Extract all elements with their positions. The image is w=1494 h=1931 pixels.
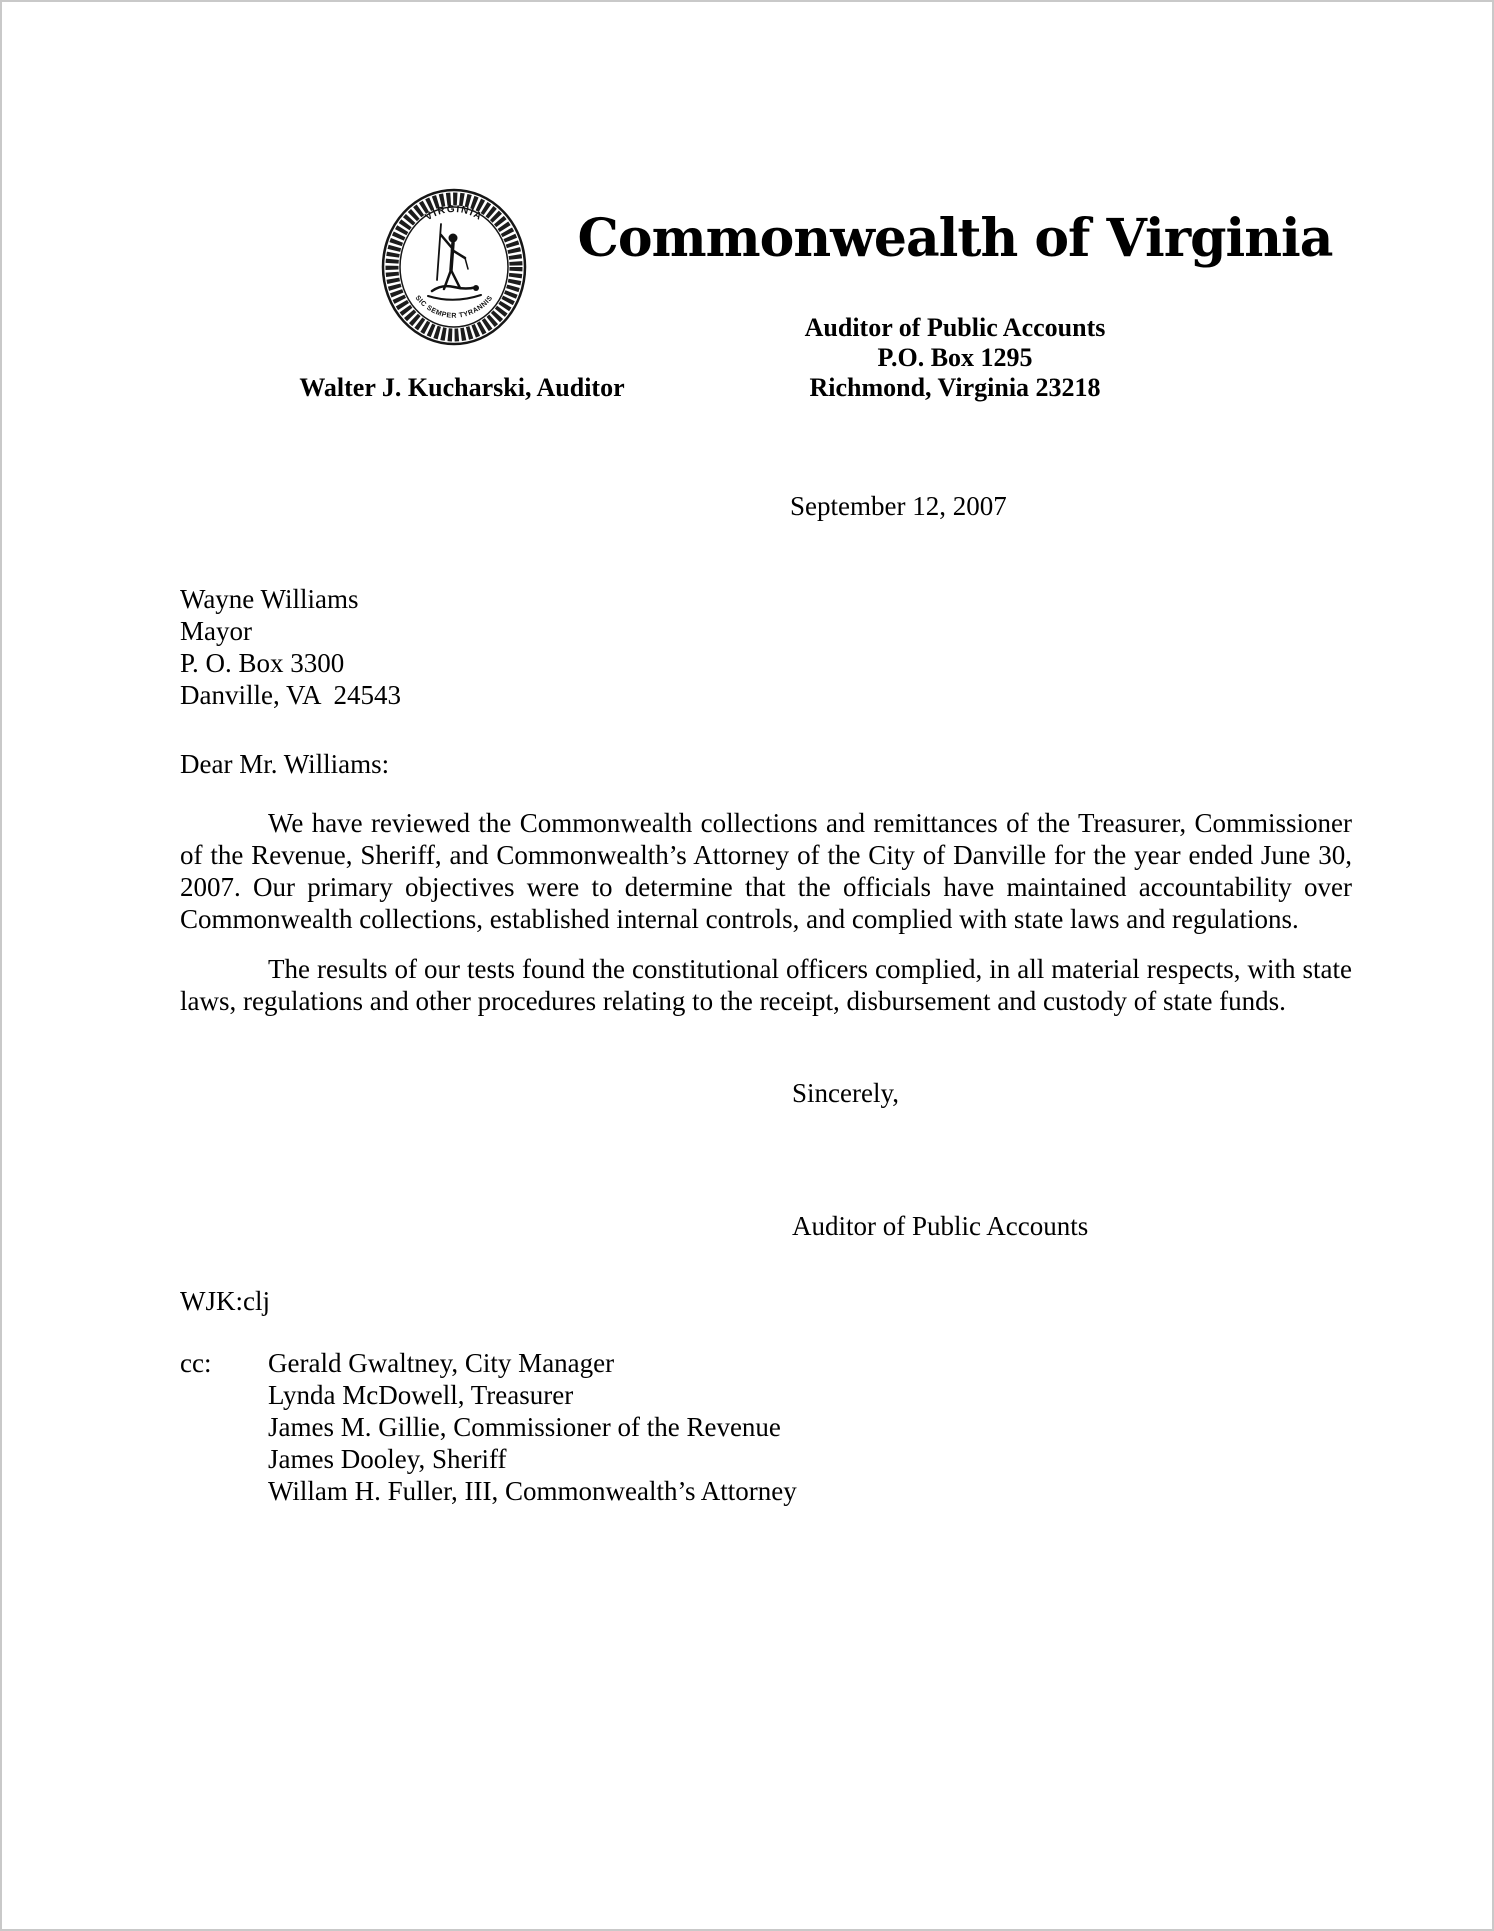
cc-label: cc: bbox=[180, 1348, 212, 1378]
cc-name: Lynda McDowell, Treasurer bbox=[268, 1380, 574, 1410]
seal-bottom-text: SIC SEMPER TYRANNIS bbox=[413, 294, 495, 320]
letterhead-title: Commonwealth of Virginia bbox=[577, 208, 1333, 269]
cc-names bbox=[268, 1347, 797, 1507]
auditor-name: Walter J. Kucharski, Auditor bbox=[299, 373, 625, 402]
body-paragraph-2: The results of our tests found the constitutional officers complied, in all material respects, with state laws, regulations and other procedures relating to the receipt, disbursement and custody of state funds. bbox=[180, 954, 1352, 1016]
seal-top-text: VIRGINIA bbox=[423, 203, 485, 224]
reference-initials: WJK:clj bbox=[180, 1286, 270, 1316]
recipient-name: Wayne Williams bbox=[180, 584, 359, 614]
office-city: Richmond, Virginia 23218 bbox=[809, 373, 1101, 402]
cc-name: Willam H. Fuller, III, Commonwealth’s Attorney bbox=[268, 1476, 797, 1506]
office-po-box: P.O. Box 1295 bbox=[877, 343, 1033, 372]
salutation: Dear Mr. Williams: bbox=[180, 749, 390, 779]
recipient-po-box: P. O. Box 3300 bbox=[180, 648, 345, 678]
letterhead-office-address bbox=[702, 313, 1208, 403]
virginia-state-seal bbox=[380, 188, 528, 346]
recipient-address bbox=[180, 583, 401, 711]
cc-block bbox=[180, 1347, 797, 1507]
cc-name: James M. Gillie, Commissioner of the Revenue bbox=[268, 1412, 781, 1442]
recipient-title: Mayor bbox=[180, 616, 252, 646]
recipient-city: Danville, VA 24543 bbox=[180, 680, 402, 710]
office-name: Auditor of Public Accounts bbox=[804, 313, 1106, 342]
letter-date: September 12, 2007 bbox=[790, 491, 1007, 521]
signature-title: Auditor of Public Accounts bbox=[792, 1211, 1089, 1241]
cc-name: Gerald Gwaltney, City Manager bbox=[268, 1348, 615, 1378]
body-paragraph-1: We have reviewed the Commonwealth collections and remittances of the Treasurer, Commissioner of the Revenue, Sheriff, and Commonwealth’s Attorney of the City of Danville for the year ended June 30, 2007. Our primary objectives were to determine that the officials have maintained accountability over Commonwealth collections, established internal controls, and complied with state laws and regulations. bbox=[180, 808, 1352, 934]
closing-sincerely: Sincerely, bbox=[792, 1078, 899, 1108]
cc-name: James Dooley, Sheriff bbox=[268, 1444, 507, 1474]
